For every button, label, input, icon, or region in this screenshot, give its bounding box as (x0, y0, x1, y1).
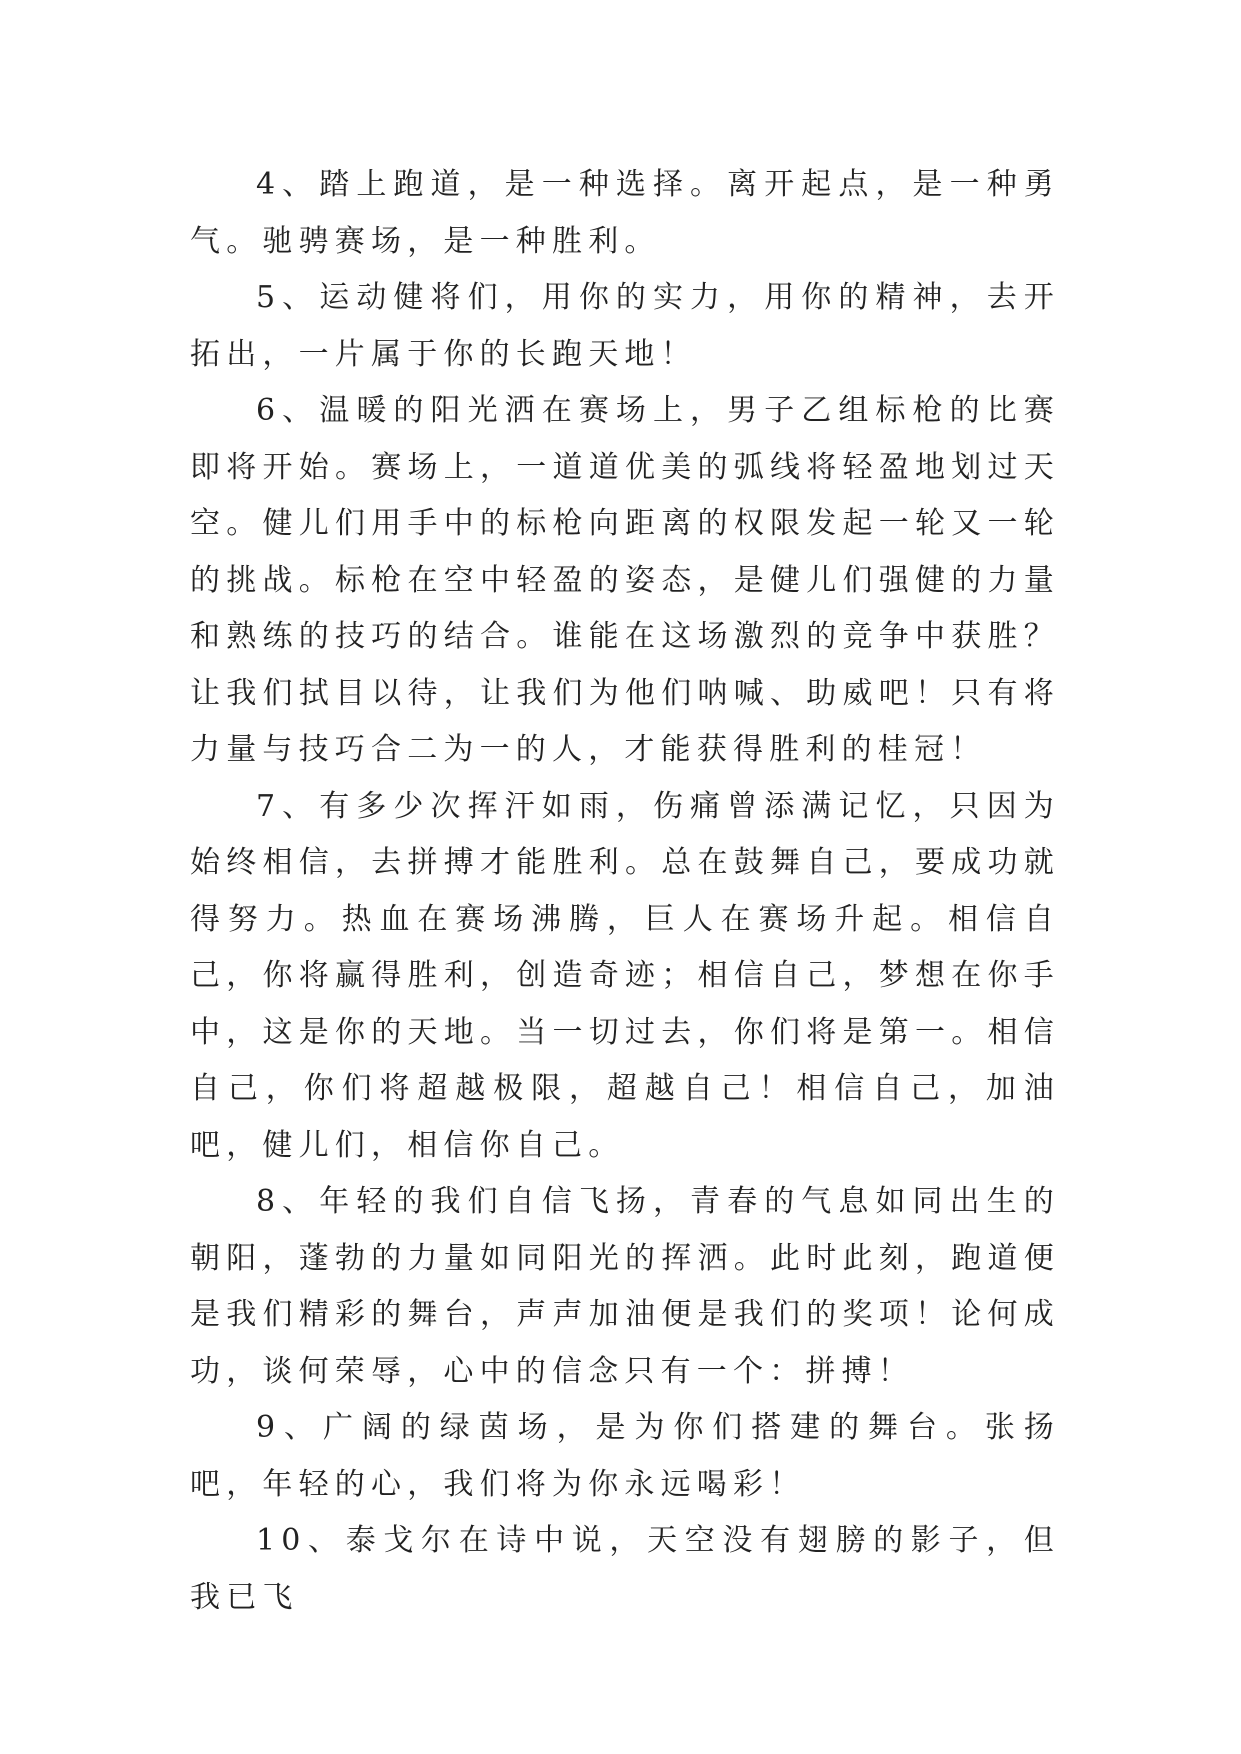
paragraph-5: 5、运动健将们，用你的实力，用你的精神，去开拓出，一片属于你的长跑天地！ (190, 280, 1060, 372)
document-page (190, 157, 1060, 1626)
paragraph-10: 10、泰戈尔在诗中说，天空没有翅膀的影子，但我已飞 (190, 1523, 1060, 1615)
paragraph-9: 9、广阔的绿茵场，是为你们搭建的舞台。张扬吧，年轻的心，我们将为你永远喝彩！ (190, 1410, 1060, 1502)
paragraph-4: 4、踏上跑道，是一种选择。离开起点，是一种勇气。驰骋赛场，是一种胜利。 (190, 167, 1060, 259)
paragraph-8: 8、年轻的我们自信飞扬，青春的气息如同出生的朝阳，蓬勃的力量如同阳光的挥洒。此时此刻，跑道便是我们精彩的舞台，声声加油便是我们的奖项！论何成功，谈何荣辱，心中的信念只有一个：拼搏！ (190, 1184, 1060, 1389)
paragraph-7: 7、有多少次挥汗如雨，伤痛曾添满记忆，只因为始终相信，去拼搏才能胜利。总在鼓舞自己，要成功就得努力。热血在赛场沸腾，巨人在赛场升起。相信自己，你将赢得胜利，创造奇迹；相信自己，梦想在你手中，这是你的天地。当一切过去，你们将是第一。相信自己，你们将超越极限，超越自己！相信自己，加油吧，健儿们，相信你自己。 (190, 788, 1060, 1163)
paragraph-6: 6、温暖的阳光洒在赛场上，男子乙组标枪的比赛即将开始。赛场上，一道道优美的弧线将轻盈地划过天空。健儿们用手中的标枪向距离的权限发起一轮又一轮的挑战。标枪在空中轻盈的姿态，是健儿们强健的力量和熟练的技巧的结合。谁能在这场激烈的竞争中获胜？让我们拭目以待，让我们为他们呐喊、助威吧！只有将力量与技巧合二为一的人，才能获得胜利的桂冠！ (190, 393, 1060, 767)
